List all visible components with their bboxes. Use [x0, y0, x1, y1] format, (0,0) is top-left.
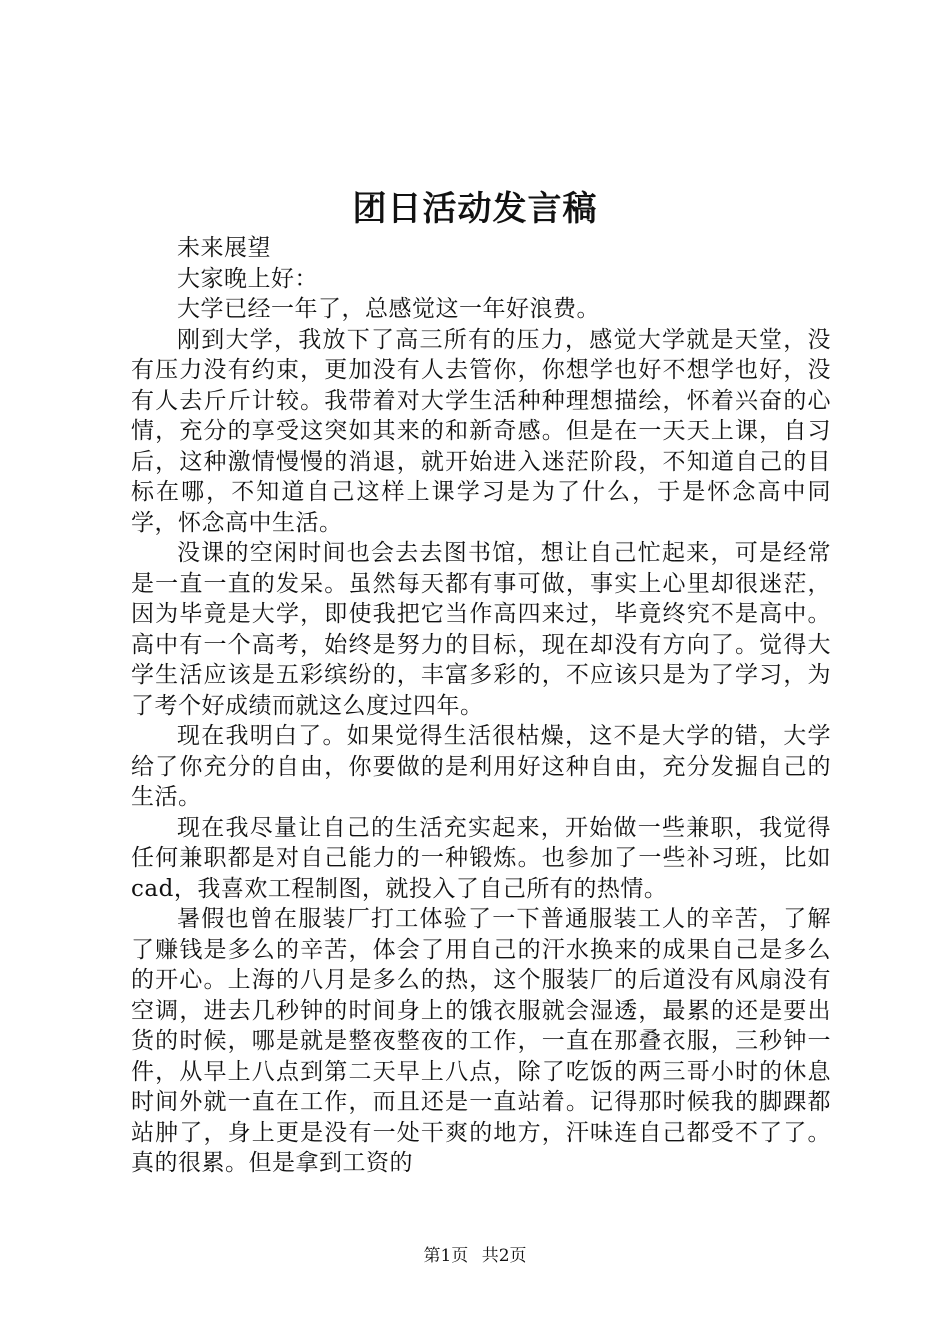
document-title: 团日活动发言稿	[352, 189, 598, 229]
page-footer	[0, 1244, 950, 1268]
paragraph: 大学已经一年了，总感觉这一年好浪费。	[177, 296, 600, 322]
page-number: 第1页	[423, 1246, 469, 1266]
paragraph-heading: 未来展望	[177, 235, 271, 261]
document-body	[131, 233, 831, 1179]
paragraph: 没课的空闲时间也会去去图书馆，想让自己忙起来，可是经常是一直一直的发呆。虽然每天都有事可做，事实上心里却很迷茫，因为毕竟是大学，即使我把它当作高四来过，毕竟终究不是高中。高中有一个高考，始终是努力的目标，现在却没有方向了。觉得大学生活应该是五彩缤纷的，丰富多彩的，不应该只是为了学习，为了考个好成绩而就这么度过四年。	[131, 540, 831, 719]
paragraph: 暑假也曾在服装厂打工体验了一下普通服装工人的辛苦，了解了赚钱是多么的辛苦，体会了用自己的汗水换来的成果自己是多么的开心。上海的八月是多么的热，这个服装厂的后道没有风扇没有空调，进去几秒钟的时间身上的饿衣服就会湿透，最累的还是要出货的时候，哪是就是整夜整夜的工作，一直在那叠衣服，三秒钟一件，从早上八点到第二天早上八点，除了吃饭的两三哥小时的休息时间外就一直在工作，而且还是一直站着。记得那时候我的脚踝都站肿了，身上更是没有一处干爽的地方，汗味连自己都受不了了。真的很累。但是拿到工资的	[131, 906, 831, 1176]
paragraph: 刚到大学，我放下了高三所有的压力，感觉大学就是天堂，没有压力没有约束，更加没有人去管你，你想学也好不想学也好，没有人去斤斤计较。我带着对大学生活种种理想描绘，怀着兴奋的心情，充分的享受这突如其来的和新奇感。但是在一天天上课，自习后，这种激情慢慢的消退，就开始进入迷茫阶段，不知道自己的目标在哪，不知道自己这样上课学习是为了什么，于是怀念高中同学，怀念高中生活。	[131, 326, 831, 536]
paragraph-greeting: 大家晚上好：	[177, 265, 318, 292]
paragraph: 现在我明白了。如果觉得生活很枯燥，这不是大学的错，大学给了你充分的自由，你要做的是利用好这种自由，充分发掘自己的生活。	[131, 723, 831, 810]
paragraph: 现在我尽量让自己的生活充实起来，开始做一些兼职，我觉得任何兼职都是对自己能力的一种锻炼。也参加了一些补习班，比如cad，我喜欢工程制图，就投入了自己所有的热情。	[131, 814, 831, 902]
page-total: 共2页	[481, 1246, 527, 1266]
